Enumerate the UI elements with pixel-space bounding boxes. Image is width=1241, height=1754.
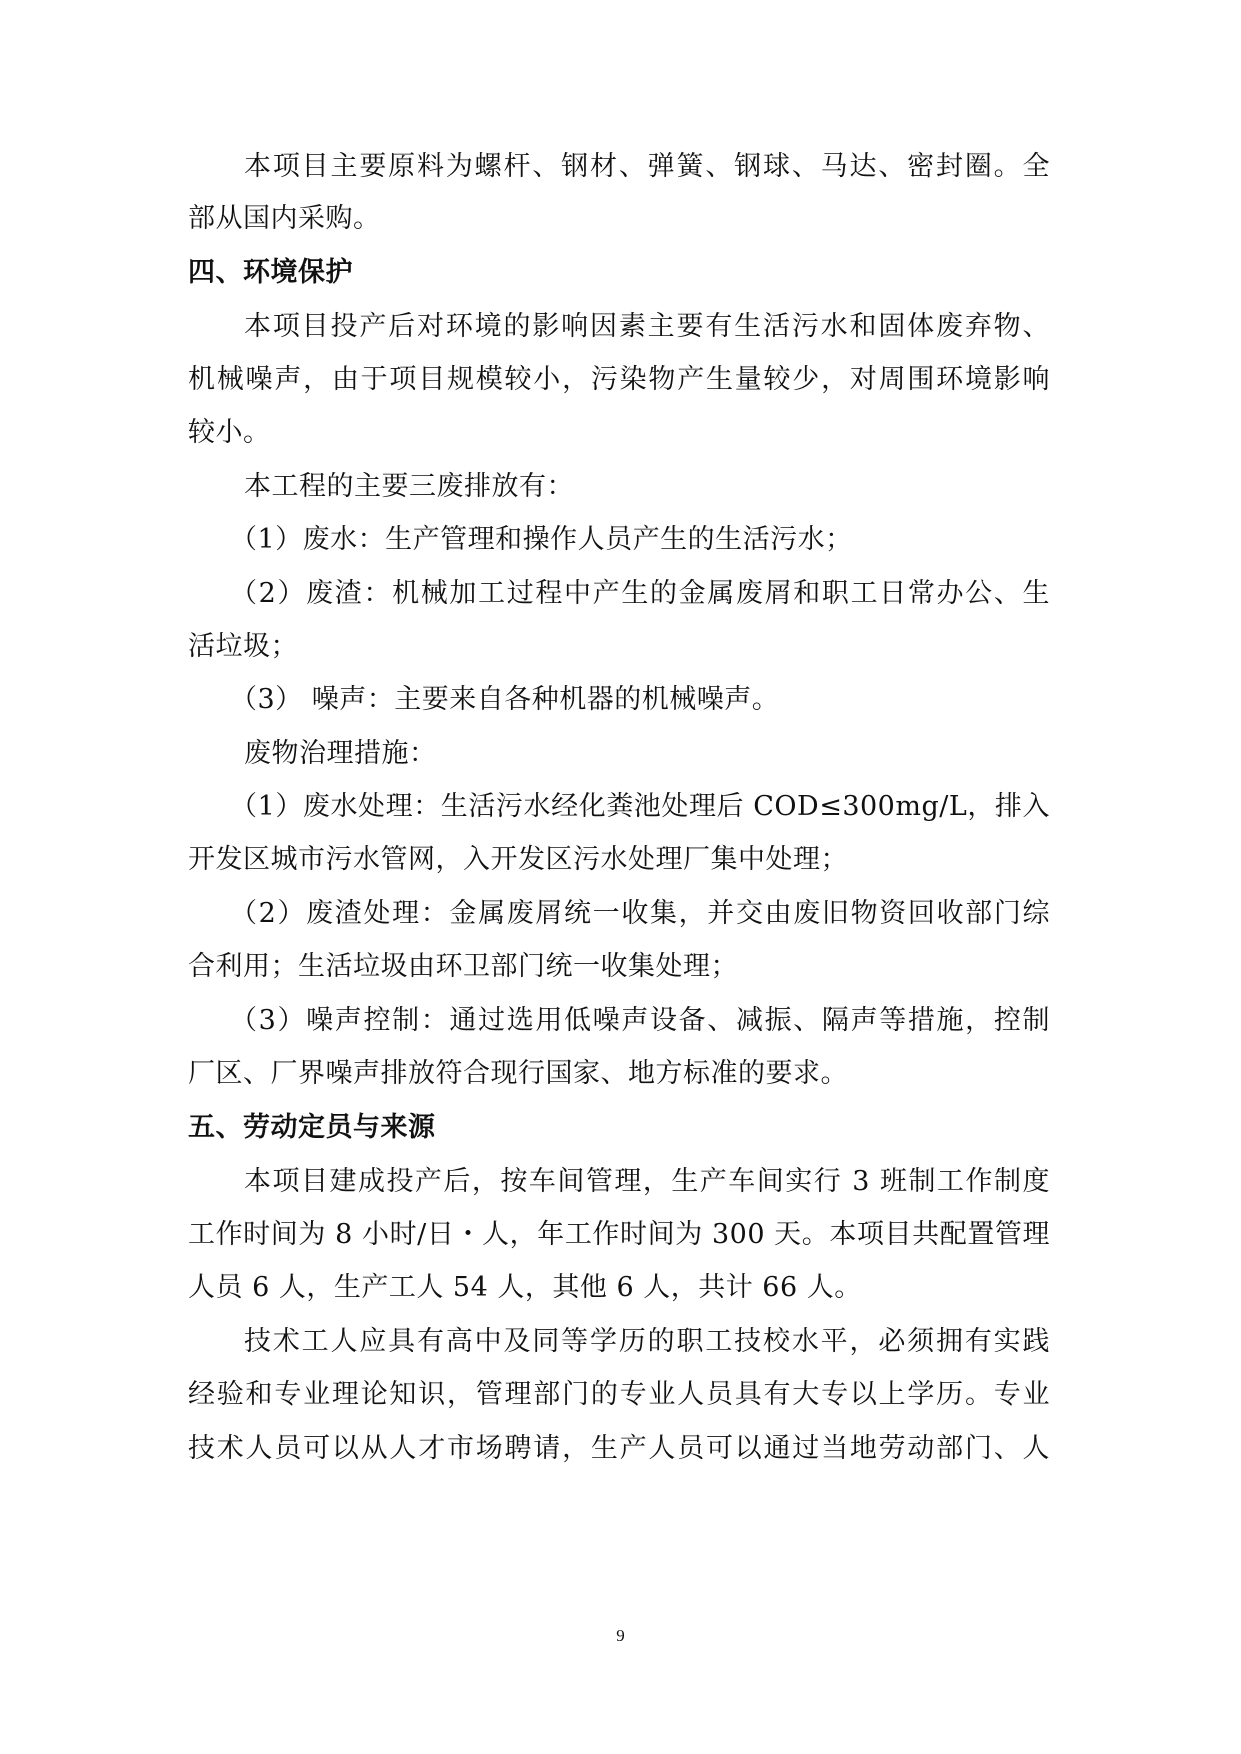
paragraph-environment-line-3: 较小。	[188, 417, 271, 448]
section-heading-staffing: 五、劳动定员与来源	[188, 1112, 436, 1143]
paragraph-treatment-intro: 废物治理措施：	[244, 738, 437, 769]
paragraph-qualifications-line-3: 技术人员可以从人才市场聘请，生产人员可以通过当地劳动部门、人	[188, 1433, 1050, 1464]
list-item-residue-treatment-line-2: 合利用；生活垃圾由环卫部门统一收集处理；	[188, 951, 738, 982]
section-heading-environment: 四、环境保护	[188, 257, 353, 288]
paragraph-raw-materials-line-1: 本项目主要原料为螺杆、钢材、弹簧、钢球、马达、密封圈。全	[244, 151, 1050, 182]
list-item-wastewater-treatment-line-1: （1）废水处理：生活污水经化粪池处理后 COD≤300mg/L，排入	[230, 791, 1050, 822]
list-item-wastewater-treatment-line-2: 开发区城市污水管网，入开发区污水处理厂集中处理；	[188, 844, 848, 875]
paragraph-environment-line-2: 机械噪声，由于项目规模较小，污染物产生量较少，对周围环境影响	[188, 364, 1050, 395]
paragraph-environment-line-1: 本项目投产后对环境的影响因素主要有生活污水和固体废弃物、	[244, 311, 1050, 342]
paragraph-qualifications-line-1: 技术工人应具有高中及同等学历的职工技校水平，必须拥有实践	[244, 1326, 1050, 1357]
list-item-residue-treatment-line-1: （2）废渣处理：金属废屑统一收集，并交由废旧物资回收部门综	[230, 898, 1050, 929]
paragraph-waste-intro: 本工程的主要三废排放有：	[244, 471, 574, 502]
list-item-noise: （3） 噪声：主要来自各种机器的机械噪声。	[230, 684, 780, 715]
list-item-noise-control-line-2: 厂区、厂界噪声排放符合现行国家、地方标准的要求。	[188, 1058, 848, 1089]
page-number: 9	[616, 1626, 625, 1645]
list-item-waste-residue-line-2: 活垃圾；	[188, 631, 298, 662]
paragraph-qualifications-line-2: 经验和专业理论知识，管理部门的专业人员具有大专以上学历。专业	[188, 1379, 1050, 1410]
paragraph-staffing-line-1: 本项目建成投产后，按车间管理，生产车间实行 3 班制工作制度	[244, 1166, 1050, 1197]
paragraph-staffing-line-3: 人员 6 人，生产工人 54 人，其他 6 人，共计 66 人。	[188, 1272, 862, 1303]
list-item-waste-residue-line-1: （2）废渣：机械加工过程中产生的金属废屑和职工日常办公、生	[230, 578, 1050, 609]
list-item-noise-control-line-1: （3）噪声控制：通过选用低噪声设备、减振、隔声等措施，控制	[230, 1005, 1050, 1036]
paragraph-staffing-line-2: 工作时间为 8 小时/日・人，年工作时间为 300 天。本项目共配置管理	[188, 1219, 1050, 1250]
list-item-wastewater: （1）废水：生产管理和操作人员产生的生活污水；	[230, 524, 853, 555]
paragraph-raw-materials-line-2: 部从国内采购。	[188, 203, 381, 234]
